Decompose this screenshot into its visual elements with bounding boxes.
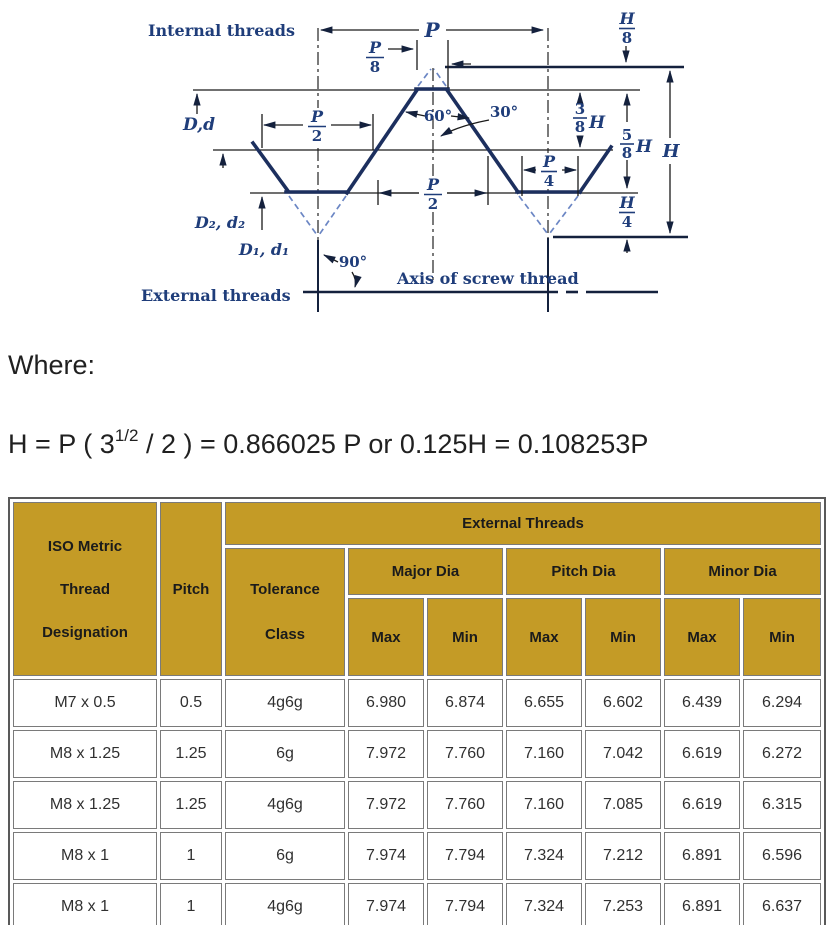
cell-minor-max: 6.439	[664, 679, 740, 727]
cell-minor-max: 6.891	[664, 883, 740, 925]
thread-spec-table	[8, 497, 826, 925]
header-external-threads: External Threads	[225, 502, 821, 545]
header-minor-max: Max	[664, 598, 740, 676]
p2-left-fraction	[303, 107, 331, 145]
header-pitch: Pitch	[160, 502, 222, 676]
five-eighths-h-label	[620, 126, 653, 162]
cell-tolerance: 4g6g	[225, 781, 345, 829]
svg-text:P: P	[368, 38, 382, 57]
cell-minor-min: 6.596	[743, 832, 821, 880]
cell-pitch: 1	[160, 883, 222, 925]
cell-major-max: 6.980	[348, 679, 424, 727]
cell-major-min: 7.760	[427, 730, 503, 778]
cell-tolerance: 6g	[225, 730, 345, 778]
cell-major-min: 7.794	[427, 883, 503, 925]
cell-designation: M8 x 1.25	[13, 781, 157, 829]
cell-major-max: 7.974	[348, 832, 424, 880]
formula-part2: / 2 ) = 0.866025 P or 0.125H = 0.108253P	[138, 429, 649, 459]
major-dia-symbol: D,d	[183, 115, 215, 135]
cell-minor-max: 6.619	[664, 730, 740, 778]
svg-text:8: 8	[621, 29, 633, 47]
cell-major-max: 7.974	[348, 883, 424, 925]
cell-pitch-max: 7.160	[506, 781, 582, 829]
header-minor-dia: Minor Dia	[664, 548, 821, 595]
cell-pitch-min: 7.212	[585, 832, 661, 880]
cell-major-min: 6.874	[427, 679, 503, 727]
pitch-dim-label: P	[424, 18, 440, 42]
svg-text:8: 8	[621, 144, 633, 162]
header-minor-min: Min	[743, 598, 821, 676]
three-eighths-h-label	[573, 100, 606, 136]
cell-major-min: 7.794	[427, 832, 503, 880]
table-row	[13, 679, 821, 727]
angle-30-label: 30°	[489, 103, 519, 121]
header-major-min: Min	[427, 598, 503, 676]
cell-pitch-min: 7.253	[585, 883, 661, 925]
header-pitch-min: Min	[585, 598, 661, 676]
svg-text:H: H	[588, 113, 606, 133]
external-threads-label: External threads	[141, 286, 291, 305]
minor-dia-symbol: D₁, d₁	[238, 240, 290, 259]
thread-height-formula	[8, 428, 648, 460]
svg-text:H: H	[619, 9, 635, 28]
h8-fraction	[618, 9, 635, 47]
header-major-dia: Major Dia	[348, 548, 503, 595]
svg-text:H: H	[635, 137, 653, 157]
cell-major-max: 7.972	[348, 730, 424, 778]
cell-minor-min: 6.294	[743, 679, 821, 727]
svg-text:4: 4	[543, 172, 555, 190]
cell-pitch-min: 7.042	[585, 730, 661, 778]
cell-pitch: 1	[160, 832, 222, 880]
cell-minor-min: 6.315	[743, 781, 821, 829]
cell-major-min: 7.760	[427, 781, 503, 829]
header-major-max: Max	[348, 598, 424, 676]
svg-text:P: P	[426, 175, 440, 194]
svg-text:P: P	[310, 107, 324, 126]
thread-profile-diagram	[0, 0, 832, 318]
where-label: Where:	[8, 350, 96, 380]
svg-text:H: H	[619, 193, 635, 212]
table-row	[13, 730, 821, 778]
cell-minor-max: 6.891	[664, 832, 740, 880]
cell-pitch: 1.25	[160, 781, 222, 829]
header-pitch-max: Max	[506, 598, 582, 676]
cell-pitch-max: 6.655	[506, 679, 582, 727]
cell-pitch-min: 7.085	[585, 781, 661, 829]
cell-pitch-max: 7.160	[506, 730, 582, 778]
cell-tolerance: 4g6g	[225, 883, 345, 925]
cell-minor-max: 6.619	[664, 781, 740, 829]
h-dim-label: H	[662, 141, 680, 162]
p8-fraction	[366, 38, 384, 76]
table-row	[13, 781, 821, 829]
svg-text:3: 3	[574, 100, 586, 118]
svg-text:2: 2	[427, 195, 439, 213]
cell-major-max: 7.972	[348, 781, 424, 829]
p4-fraction	[536, 152, 562, 190]
svg-text:8: 8	[574, 118, 586, 136]
header-tolerance-class: Tolerance Class	[225, 548, 345, 676]
svg-text:8: 8	[369, 58, 381, 76]
table-row	[13, 832, 821, 880]
header-pitch-dia: Pitch Dia	[506, 548, 661, 595]
svg-text:P: P	[542, 152, 556, 171]
cell-pitch: 0.5	[160, 679, 222, 727]
svg-text:4: 4	[621, 213, 633, 231]
cell-designation: M8 x 1.25	[13, 730, 157, 778]
cell-pitch-min: 6.602	[585, 679, 661, 727]
cell-designation: M8 x 1	[13, 883, 157, 925]
formula-part1: H = P ( 3	[8, 429, 115, 459]
p2-center-fraction	[419, 175, 447, 213]
cell-minor-min: 6.637	[743, 883, 821, 925]
svg-text:2: 2	[311, 127, 323, 145]
cell-minor-min: 6.272	[743, 730, 821, 778]
cell-pitch: 1.25	[160, 730, 222, 778]
header-iso-designation: ISO Metric Thread Designation	[13, 502, 157, 676]
angle-60-label: 60°	[423, 107, 453, 125]
cell-tolerance: 4g6g	[225, 679, 345, 727]
internal-threads-label: Internal threads	[148, 21, 295, 40]
cell-pitch-max: 7.324	[506, 832, 582, 880]
cell-designation: M8 x 1	[13, 832, 157, 880]
h4-fraction	[618, 193, 635, 231]
cell-tolerance: 6g	[225, 832, 345, 880]
cell-designation: M7 x 0.5	[13, 679, 157, 727]
svg-text:5: 5	[621, 126, 633, 144]
formula-exponent: 1/2	[114, 426, 139, 445]
angle-90-label: 90°	[338, 253, 368, 271]
pitch-dia-symbol: D₂, d₂	[194, 213, 246, 232]
table-row	[13, 883, 821, 925]
cell-pitch-max: 7.324	[506, 883, 582, 925]
axis-label: Axis of screw thread	[397, 269, 579, 288]
